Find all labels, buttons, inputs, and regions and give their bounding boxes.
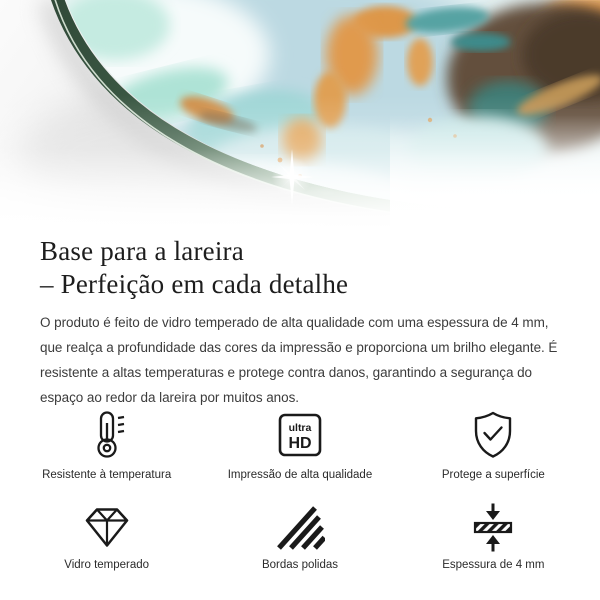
page-title-line2: – Perfeição em cada detalhe: [40, 269, 349, 299]
feature-protection: [397, 410, 590, 482]
feature-tempered-glass: [10, 504, 203, 572]
feature-polished-edges: [203, 504, 396, 572]
feature-temperature: [10, 410, 203, 482]
shield-check-icon: [470, 410, 516, 460]
feature-label: Protege a superfície: [441, 469, 545, 481]
feature-thickness: [397, 504, 590, 572]
polished-edges-icon: [275, 504, 325, 550]
feature-print-quality: [203, 410, 396, 482]
feature-label: Impressão de alta qualidade: [227, 469, 373, 481]
feature-label: Bordas polidas: [261, 559, 339, 571]
thickness-press-icon: [470, 502, 516, 552]
page-title: [40, 235, 560, 301]
glass-panel-artwork: [0, 0, 600, 230]
feature-label: Vidro temperado: [64, 559, 150, 571]
hero-product-image: [0, 0, 600, 230]
svg-text:ultra: ultra: [288, 422, 312, 434]
feature-label: Resistente à temperatura: [42, 469, 172, 481]
svg-text:HD: HD: [288, 435, 312, 452]
feature-label: Espessura de 4 mm: [442, 559, 545, 571]
diamond-icon: [81, 505, 133, 549]
thermometer-icon: [88, 410, 126, 460]
product-description: O produto é feito de vidro temperado de alta qualidade com uma espessura de 4 mm, que realça a profundidade das cores da impressão e proporciona um brilho elegante. É resistente a altas temperaturas e protege contra danos, garantindo a segurança do espaço ao redor da lareira por muitos anos.: [40, 315, 558, 405]
ultra-hd-icon: [277, 412, 323, 458]
features-grid: [10, 410, 590, 572]
page-title-line1: Base para a lareira: [40, 236, 244, 266]
